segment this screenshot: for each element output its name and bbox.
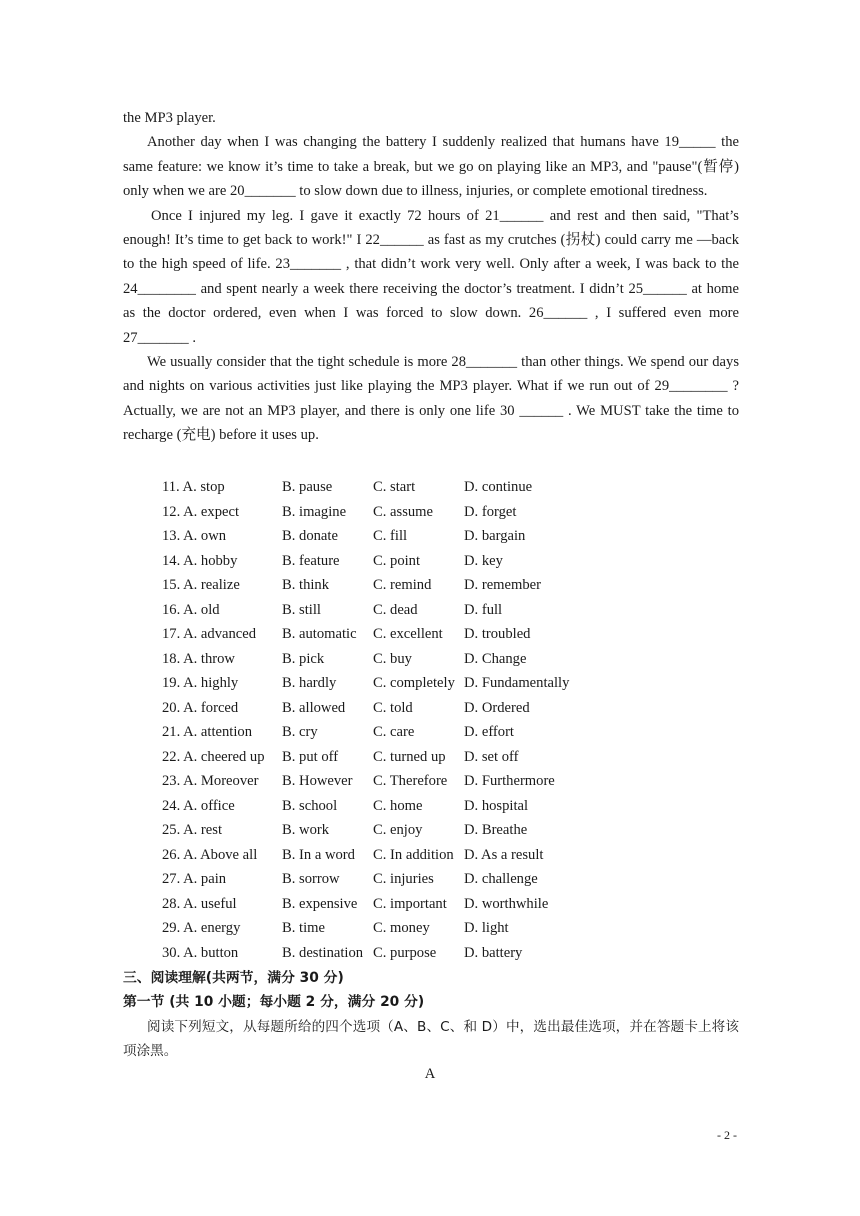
option-a: 21. A. attention [162,724,252,740]
section-3-title: 三、阅读理解(共两节，满分 30 分) [123,970,344,986]
option-c: C. purpose [373,944,437,961]
option-c: C. injuries [373,871,434,887]
option-c: C. assume [373,503,433,520]
option-b: B. put off [282,748,339,765]
option-a: 11. A. stop [162,479,225,495]
section-3-part-1: 第一节 (共 10 小题；每小题 2 分，满分 20 分) [123,994,425,1011]
page-number: - 2 - [717,1128,737,1142]
option-d: D. bargain [464,528,526,544]
option-c: C. excellent [373,626,443,642]
option-d: D. As a result [464,846,544,863]
option-d: D. effort [464,724,514,740]
option-a: 17. A. advanced [162,626,257,642]
option-d: D. full [464,601,503,618]
option-d: D. hospital [464,797,529,814]
option-a: 12. A. expect [162,503,240,520]
passage-line-0: the MP3 player. [123,110,216,126]
option-d: D. Ordered [464,699,530,716]
option-d: D. remember [464,577,541,593]
option-a: 16. A. old [162,601,220,618]
option-d: D. Furthermore [464,773,555,789]
option-c: C. point [373,552,421,569]
option-b: B. automatic [282,626,357,642]
option-b: B. still [282,601,321,618]
option-a: 15. A. realize [162,577,240,593]
section-3-instruction: 阅读下列短文，从每题所给的四个选项（A、B、C、和 D）中，选出最佳选项，并在答题卡上将该项涂黑。 [123,1018,739,1060]
option-d: D. Breathe [464,822,528,838]
option-a: 23. A. Moreover [162,773,259,789]
option-d: D. worthwhile [464,895,549,912]
option-a: 25. A. rest [162,822,222,838]
option-d: D. challenge [464,871,538,887]
option-b: B. destination [282,944,364,961]
option-b: B. think [282,577,330,593]
option-b: B. time [282,920,325,936]
passage-paragraph-1: Another day when I was changing the battery I suddenly realized that humans have 19_____ the same feature: we know it’s time to take a break, but we go on playing like an MP3, and "pause"(暂停) only when we are 20_______ to slow down due to illness, injuries, or complete emotional tiredness. [123,134,739,200]
passage-label: A [424,1066,436,1082]
option-d: D. Fundamentally [464,675,570,691]
option-c: C. Therefore [373,773,448,789]
option-b: B. feature [282,552,340,569]
option-d: D. battery [464,944,523,961]
passage-text [123,106,739,448]
option-d: D. forget [464,503,517,520]
option-d: D. set off [464,748,519,765]
option-b: B. pause [282,479,333,495]
section-heading [123,966,739,1064]
option-b: B. expensive [282,895,358,912]
option-a: 22. A. cheered up [162,748,265,765]
option-b: B. cry [282,724,318,740]
option-a: 30. A. button [162,944,239,961]
option-a: 28. A. useful [162,895,237,912]
option-a: 14. A. hobby [162,552,238,569]
passage-paragraph-3: We usually consider that the tight schedule is more 28_______ than other things. We spend our days and nights on various activities just like playing the MP3 player. What if we run out of 29________ ? Actually, we are not an MP3 player, and there is only one life 30 ______ . We MUST take the time to recharge (充电) before it uses up. [123,354,739,444]
option-b: B. pick [282,650,325,667]
option-c: C. remind [373,577,432,593]
option-b: B. In a word [282,846,355,863]
option-b: B. hardly [282,675,337,691]
option-a: 26. A. Above all [162,846,258,863]
option-d: D. troubled [464,626,531,642]
option-a: 20. A. forced [162,699,239,716]
option-d: D. continue [464,479,533,495]
option-c: C. important [373,895,447,912]
option-c: C. money [373,920,430,936]
option-a: 18. A. throw [162,650,235,667]
option-b: B. work [282,822,330,838]
option-c: C. In addition [373,846,454,863]
option-c: C. turned up [373,748,446,765]
option-a: 27. A. pain [162,871,227,887]
option-c: C. told [373,699,413,716]
option-d: D. key [464,552,503,569]
passage-paragraph-2: Once I injured my leg. I gave it exactly 72 hours of 21______ and rest and then said, "That’s enough! It’s time to get back to work!" I 22______ as fast as my crutches (拐杖) could carry me —back to the high speed of life. 23_______ , that didn’t work very well. Only after a week, I was back to the 24________ and spent nearly a week there receiving the doctor’s treatment. I didn’t 25______ at home as the doctor ordered, even when I was forced to slow down. 26______ , I suffered even more 27_______ . [123,207,739,346]
option-c: C. dead [373,601,418,618]
option-c: C. enjoy [373,822,423,838]
option-a: 29. A. energy [162,920,241,936]
option-c: C. completely [373,675,455,691]
option-c: C. home [373,797,423,814]
option-b: B. allowed [282,699,346,716]
option-b: B. school [282,797,338,814]
option-b: B. donate [282,528,338,544]
option-c: C. buy [373,650,412,667]
option-c: C. fill [373,528,408,544]
option-c: C. care [373,724,415,740]
option-a: 13. A. own [162,528,227,544]
option-d: D. light [464,920,509,936]
option-c: C. start [373,479,416,495]
option-b: B. sorrow [282,871,340,887]
option-b: B. imagine [282,503,347,520]
option-b: B. However [282,773,353,789]
option-a: 19. A. highly [162,675,239,691]
option-a: 24. A. office [162,797,235,814]
option-d: D. Change [464,650,527,667]
